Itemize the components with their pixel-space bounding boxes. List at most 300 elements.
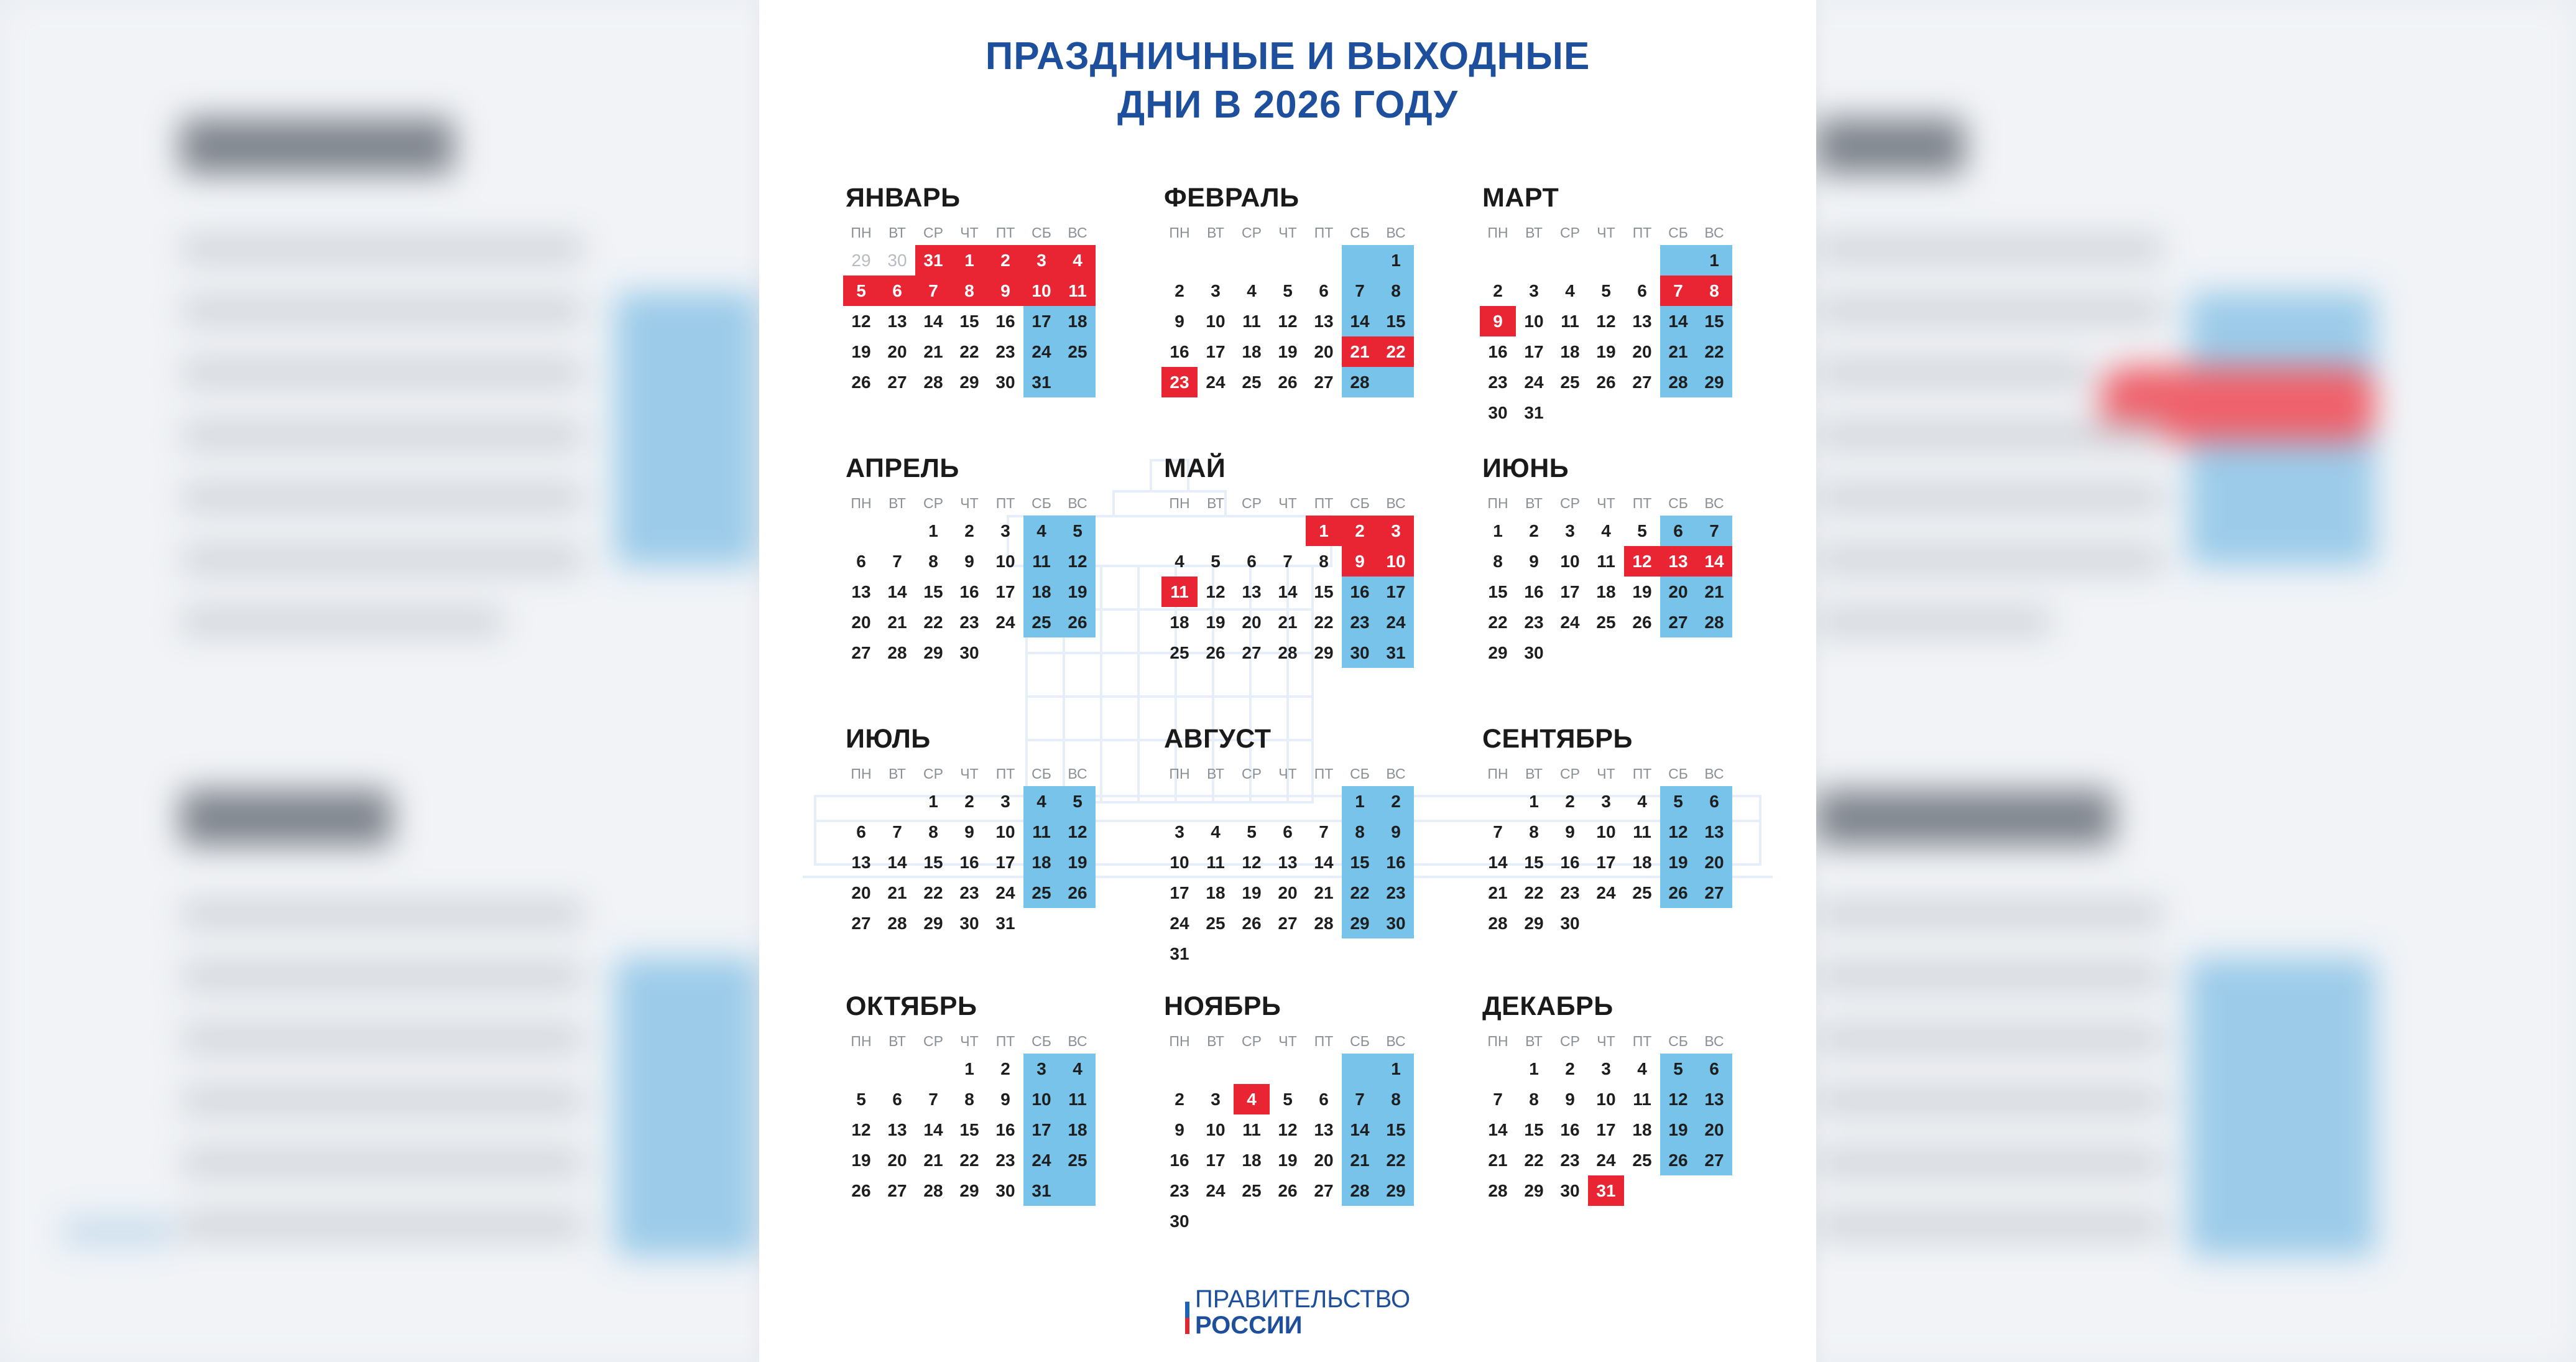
weekend-day: 28 bbox=[1342, 367, 1378, 397]
day: 26 bbox=[1242, 914, 1262, 933]
weekday-label: ЧТ bbox=[960, 1033, 979, 1049]
empty-cell bbox=[1552, 637, 1588, 668]
day: 2 bbox=[1175, 1090, 1184, 1109]
day: 21 bbox=[923, 1151, 943, 1170]
empty-cell bbox=[1270, 1054, 1306, 1084]
day: 18 bbox=[1632, 1120, 1652, 1139]
weekday-label: СБ bbox=[1032, 1033, 1051, 1049]
weekday-label: ВС bbox=[1704, 1033, 1724, 1049]
empty-cell bbox=[1059, 367, 1096, 397]
weekend-day: 5 bbox=[1059, 786, 1096, 817]
day: 16 bbox=[1524, 582, 1544, 601]
weekday-label: СР bbox=[923, 225, 943, 241]
day: 18 bbox=[1596, 582, 1616, 601]
weekday-label: ПТ bbox=[1314, 766, 1334, 782]
day: 20 bbox=[887, 1151, 907, 1170]
weekday-label: ПТ bbox=[1314, 225, 1334, 241]
day: 29 bbox=[1524, 914, 1544, 933]
empty-cell bbox=[1378, 938, 1414, 969]
weekday-label: СБ bbox=[1668, 495, 1688, 511]
day: 30 bbox=[1560, 1181, 1580, 1200]
day: 1 bbox=[1529, 1059, 1539, 1078]
weekend-day: 19 bbox=[1660, 1114, 1696, 1145]
empty-cell bbox=[1306, 1206, 1342, 1236]
weekday-label: ПН bbox=[851, 1033, 872, 1049]
day: 25 bbox=[1596, 613, 1616, 632]
month-calendar bbox=[1480, 451, 1763, 668]
empty-cell bbox=[1660, 1175, 1696, 1206]
day: 14 bbox=[1488, 853, 1508, 872]
day: 16 bbox=[1170, 1151, 1189, 1170]
empty-cell bbox=[1696, 397, 1732, 428]
empty-cell bbox=[843, 786, 879, 817]
day: 24 bbox=[1524, 373, 1544, 392]
day: 29 bbox=[959, 373, 979, 392]
empty-cell bbox=[1161, 245, 1198, 276]
day: 30 bbox=[959, 643, 979, 662]
day: 21 bbox=[1488, 1151, 1508, 1170]
weekend-day: 12 bbox=[1660, 817, 1696, 847]
empty-cell bbox=[1624, 245, 1660, 276]
weekend-day: 26 bbox=[1660, 878, 1696, 908]
day: 9 bbox=[964, 822, 974, 841]
empty-cell bbox=[1342, 1206, 1378, 1236]
day: 18 bbox=[1632, 853, 1652, 872]
day: 16 bbox=[1488, 342, 1508, 361]
day: 4 bbox=[1565, 281, 1575, 300]
day: 9 bbox=[1565, 822, 1575, 841]
weekday-label: СБ bbox=[1668, 1033, 1688, 1049]
day: 10 bbox=[1206, 312, 1226, 331]
weekend-day: 18 bbox=[1023, 577, 1059, 607]
empty-cell bbox=[1234, 938, 1270, 969]
weekend-day: 4 bbox=[1023, 786, 1059, 817]
day: 19 bbox=[1242, 883, 1262, 902]
holiday-day: 13 bbox=[1660, 546, 1696, 577]
day: 15 bbox=[1524, 1120, 1544, 1139]
weekend-day: 24 bbox=[1378, 607, 1414, 637]
day: 18 bbox=[1206, 883, 1226, 902]
empty-cell bbox=[1234, 786, 1270, 817]
day: 24 bbox=[1596, 1151, 1616, 1170]
empty-cell bbox=[1270, 1206, 1306, 1236]
day: 7 bbox=[1493, 1090, 1503, 1109]
day: 21 bbox=[1314, 883, 1334, 902]
day: 26 bbox=[1278, 1181, 1298, 1200]
day: 25 bbox=[1242, 1181, 1262, 1200]
day: 29 bbox=[1314, 643, 1334, 662]
month-name: ИЮНЬ bbox=[1482, 453, 1569, 483]
day: 25 bbox=[1632, 1151, 1652, 1170]
day: 2 bbox=[1493, 281, 1503, 300]
day: 12 bbox=[1278, 1120, 1298, 1139]
weekend-day: 12 bbox=[1660, 1084, 1696, 1114]
day: 20 bbox=[1242, 613, 1262, 632]
day: 7 bbox=[892, 822, 902, 841]
day: 7 bbox=[1319, 822, 1329, 841]
day: 15 bbox=[959, 1120, 979, 1139]
day: 23 bbox=[959, 613, 979, 632]
day-grid bbox=[843, 220, 1126, 397]
day: 30 bbox=[1560, 914, 1580, 933]
weekend-day: 28 bbox=[1342, 1175, 1378, 1206]
day: 13 bbox=[851, 582, 871, 601]
day: 17 bbox=[1206, 1151, 1226, 1170]
day: 13 bbox=[887, 1120, 907, 1139]
day: 21 bbox=[1488, 883, 1508, 902]
empty-cell bbox=[1306, 938, 1342, 969]
day: 8 bbox=[928, 552, 938, 571]
day: 4 bbox=[1247, 281, 1257, 300]
day: 14 bbox=[1488, 1120, 1508, 1139]
holiday-day: 10 bbox=[1023, 276, 1059, 306]
day: 4 bbox=[1601, 521, 1611, 540]
weekday-label: ПТ bbox=[1632, 495, 1652, 511]
empty-cell bbox=[915, 1054, 951, 1084]
day: 7 bbox=[892, 552, 902, 571]
weekday-label: ПН bbox=[1487, 766, 1508, 782]
weekend-day: 19 bbox=[1660, 847, 1696, 878]
prev-month-day: 29 bbox=[851, 251, 871, 270]
flag-bar-icon bbox=[1185, 1302, 1189, 1334]
weekday-label: ПН bbox=[1487, 225, 1508, 241]
empty-cell bbox=[1198, 786, 1234, 817]
empty-cell bbox=[1234, 245, 1270, 276]
day: 28 bbox=[1314, 914, 1334, 933]
empty-cell bbox=[1234, 516, 1270, 546]
holiday-day: 14 bbox=[1696, 546, 1732, 577]
empty-cell bbox=[1588, 637, 1624, 668]
day: 1 bbox=[928, 521, 938, 540]
empty-cell bbox=[987, 637, 1023, 668]
day: 15 bbox=[1524, 853, 1544, 872]
day: 12 bbox=[1206, 582, 1226, 601]
day: 7 bbox=[928, 1090, 938, 1109]
day: 8 bbox=[964, 1090, 974, 1109]
empty-cell bbox=[1696, 637, 1732, 668]
empty-cell bbox=[879, 516, 915, 546]
weekend-day: 27 bbox=[1660, 607, 1696, 637]
month-calendar bbox=[1161, 451, 1444, 668]
weekday-label: ЧТ bbox=[1597, 1033, 1615, 1049]
weekend-day: 22 bbox=[1378, 1145, 1414, 1175]
empty-cell bbox=[1552, 397, 1588, 428]
empty-cell bbox=[1624, 1175, 1660, 1206]
weekday-label: СР bbox=[1242, 766, 1262, 782]
weekday-label: ВТ bbox=[889, 495, 906, 511]
empty-cell bbox=[1234, 1054, 1270, 1084]
day: 25 bbox=[1560, 373, 1580, 392]
day: 3 bbox=[1000, 521, 1010, 540]
day: 22 bbox=[959, 1151, 979, 1170]
weekend-day: 25 bbox=[1059, 336, 1096, 367]
day: 30 bbox=[995, 373, 1015, 392]
day: 15 bbox=[959, 312, 979, 331]
month-calendar bbox=[1161, 989, 1444, 1236]
day: 17 bbox=[1524, 342, 1544, 361]
day: 17 bbox=[1596, 1120, 1616, 1139]
month-calendar bbox=[1480, 989, 1763, 1206]
weekday-label: СБ bbox=[1668, 225, 1688, 241]
weekend-day: 1 bbox=[1378, 245, 1414, 276]
weekday-label: ВТ bbox=[889, 225, 906, 241]
day: 10 bbox=[995, 822, 1015, 841]
day: 20 bbox=[1632, 342, 1652, 361]
day: 5 bbox=[1283, 1090, 1293, 1109]
weekend-day: 28 bbox=[1696, 607, 1732, 637]
day: 11 bbox=[1597, 552, 1615, 571]
day: 14 bbox=[1278, 582, 1298, 601]
day: 3 bbox=[1601, 1059, 1611, 1078]
weekday-label: ВТ bbox=[1207, 495, 1224, 511]
day: 23 bbox=[1560, 1151, 1580, 1170]
weekend-day: 15 bbox=[1378, 1114, 1414, 1145]
day: 12 bbox=[1278, 312, 1298, 331]
weekend-day: 11 bbox=[1023, 546, 1059, 577]
weekday-label: СБ bbox=[1668, 766, 1688, 782]
weekend-day: 26 bbox=[1059, 878, 1096, 908]
empty-cell bbox=[1552, 245, 1588, 276]
weekday-label: ЧТ bbox=[1278, 766, 1297, 782]
logo-line-1: ПРАВИТЕЛЬСТВО bbox=[1195, 1286, 1411, 1313]
weekday-label: ПТ bbox=[1314, 1033, 1334, 1049]
day: 10 bbox=[1170, 853, 1189, 872]
weekend-day: 23 bbox=[1342, 607, 1378, 637]
day: 1 bbox=[1529, 792, 1539, 811]
day: 18 bbox=[1242, 342, 1262, 361]
weekday-label: СР bbox=[923, 1033, 943, 1049]
day: 23 bbox=[1488, 373, 1508, 392]
holiday-day: 1 bbox=[1306, 516, 1342, 546]
day: 21 bbox=[923, 342, 943, 361]
day: 30 bbox=[995, 1181, 1015, 1200]
empty-cell bbox=[1161, 1054, 1198, 1084]
weekday-label: ПН bbox=[1487, 1033, 1508, 1049]
day: 11 bbox=[1633, 822, 1651, 841]
day: 3 bbox=[1000, 792, 1010, 811]
day-grid bbox=[1480, 761, 1763, 938]
weekend-day: 21 bbox=[1696, 577, 1732, 607]
empty-cell bbox=[1198, 1054, 1234, 1084]
day: 16 bbox=[995, 312, 1015, 331]
weekday-label: ПН bbox=[1169, 225, 1190, 241]
holiday-day: 8 bbox=[951, 276, 987, 306]
holiday-day: 21 bbox=[1342, 336, 1378, 367]
day: 21 bbox=[1278, 613, 1298, 632]
weekend-day: 4 bbox=[1023, 516, 1059, 546]
day: 17 bbox=[1206, 342, 1226, 361]
weekend-day: 3 bbox=[1023, 1054, 1059, 1084]
empty-cell bbox=[1480, 245, 1516, 276]
day: 8 bbox=[928, 822, 938, 841]
day: 18 bbox=[1242, 1151, 1262, 1170]
weekend-day: 17 bbox=[1023, 1114, 1059, 1145]
weekend-day: 21 bbox=[1660, 336, 1696, 367]
day: 6 bbox=[1637, 281, 1647, 300]
day: 17 bbox=[1560, 582, 1580, 601]
day: 6 bbox=[892, 1090, 902, 1109]
day: 13 bbox=[1242, 582, 1262, 601]
day: 27 bbox=[1632, 373, 1652, 392]
empty-cell bbox=[1270, 938, 1306, 969]
day: 10 bbox=[1560, 552, 1580, 571]
day: 11 bbox=[1561, 312, 1579, 331]
weekend-day: 18 bbox=[1023, 847, 1059, 878]
day: 15 bbox=[1314, 582, 1334, 601]
page-title bbox=[759, 32, 1816, 129]
day-grid bbox=[1161, 491, 1444, 668]
day: 19 bbox=[851, 1151, 871, 1170]
day: 3 bbox=[1529, 281, 1539, 300]
month-calendar bbox=[1161, 721, 1444, 969]
day: 1 bbox=[1493, 521, 1503, 540]
weekend-day: 1 bbox=[1342, 786, 1378, 817]
weekday-label: СР bbox=[1560, 495, 1580, 511]
empty-cell bbox=[1059, 637, 1096, 668]
day: 22 bbox=[1524, 1151, 1544, 1170]
day: 4 bbox=[1211, 822, 1221, 841]
holiday-day: 1 bbox=[951, 245, 987, 276]
day: 16 bbox=[995, 1120, 1015, 1139]
empty-cell bbox=[1696, 1175, 1732, 1206]
empty-cell bbox=[843, 516, 879, 546]
logo-line-2: РОССИИ bbox=[1195, 1312, 1303, 1339]
day: 6 bbox=[1283, 822, 1293, 841]
empty-cell bbox=[1480, 1054, 1516, 1084]
title-line-2: ДНИ В 2026 ГОДУ bbox=[1117, 83, 1459, 126]
empty-cell bbox=[1660, 245, 1696, 276]
month-name: ОКТЯБРЬ bbox=[846, 991, 977, 1021]
empty-cell bbox=[879, 1054, 915, 1084]
empty-cell bbox=[1198, 1206, 1234, 1236]
month-name: НОЯБРЬ bbox=[1164, 991, 1281, 1021]
empty-cell bbox=[1270, 245, 1306, 276]
empty-cell bbox=[1161, 516, 1198, 546]
day: 16 bbox=[1560, 1120, 1580, 1139]
day: 27 bbox=[887, 373, 907, 392]
day: 10 bbox=[995, 552, 1015, 571]
day: 26 bbox=[1596, 373, 1616, 392]
day: 30 bbox=[1524, 643, 1544, 662]
weekend-day: 14 bbox=[1660, 306, 1696, 336]
day: 12 bbox=[851, 1120, 871, 1139]
day: 27 bbox=[887, 1181, 907, 1200]
weekend-day: 7 bbox=[1696, 516, 1732, 546]
weekday-label: СР bbox=[1242, 495, 1262, 511]
weekday-label: СР bbox=[923, 495, 943, 511]
day: 22 bbox=[1314, 613, 1334, 632]
weekday-label: СБ bbox=[1032, 225, 1051, 241]
day: 15 bbox=[1488, 582, 1508, 601]
weekday-label: ВС bbox=[1068, 225, 1087, 241]
day: 14 bbox=[923, 1120, 943, 1139]
day: 6 bbox=[856, 552, 866, 571]
weekday-label: ВС bbox=[1704, 495, 1724, 511]
day: 5 bbox=[1601, 281, 1611, 300]
weekend-day: 9 bbox=[1378, 817, 1414, 847]
day: 21 bbox=[887, 613, 907, 632]
weekday-label: ПТ bbox=[1632, 766, 1652, 782]
day: 31 bbox=[1524, 403, 1544, 422]
day: 19 bbox=[1632, 582, 1652, 601]
weekday-label: ЧТ bbox=[1278, 225, 1297, 241]
day: 22 bbox=[1524, 883, 1544, 902]
holiday-day: 12 bbox=[1624, 546, 1660, 577]
day: 10 bbox=[1524, 312, 1544, 331]
weekend-day: 27 bbox=[1696, 878, 1732, 908]
weekday-label: ВТ bbox=[1525, 1033, 1543, 1049]
day: 23 bbox=[1560, 883, 1580, 902]
day: 26 bbox=[1278, 373, 1298, 392]
day: 3 bbox=[1175, 822, 1184, 841]
calendar-sheet bbox=[759, 0, 1816, 1362]
weekday-label: ПН bbox=[1169, 1033, 1190, 1049]
day: 2 bbox=[1565, 792, 1575, 811]
weekday-label: ВТ bbox=[889, 1033, 906, 1049]
holiday-day: 9 bbox=[1342, 546, 1378, 577]
holiday-day: 9 bbox=[1480, 306, 1516, 336]
weekend-day: 13 bbox=[1696, 817, 1732, 847]
holiday-day: 3 bbox=[1023, 245, 1059, 276]
weekend-day: 17 bbox=[1378, 577, 1414, 607]
day: 22 bbox=[1488, 613, 1508, 632]
day-grid bbox=[843, 1029, 1126, 1206]
day: 26 bbox=[1632, 613, 1652, 632]
day: 9 bbox=[1000, 1090, 1010, 1109]
weekday-label: ВТ bbox=[1207, 1033, 1224, 1049]
day: 24 bbox=[1206, 1181, 1226, 1200]
empty-cell bbox=[1660, 637, 1696, 668]
weekday-label: СР bbox=[923, 766, 943, 782]
day: 28 bbox=[1488, 914, 1508, 933]
day: 6 bbox=[1247, 552, 1257, 571]
empty-cell bbox=[1306, 245, 1342, 276]
day: 25 bbox=[1632, 883, 1652, 902]
day: 17 bbox=[1170, 883, 1189, 902]
empty-cell bbox=[1198, 245, 1234, 276]
day: 14 bbox=[887, 582, 907, 601]
day: 31 bbox=[1170, 944, 1189, 963]
month-calendar bbox=[1480, 721, 1763, 938]
weekend-day: 16 bbox=[1378, 847, 1414, 878]
day: 28 bbox=[1488, 1181, 1508, 1200]
month-calendar bbox=[843, 721, 1126, 938]
day: 24 bbox=[995, 883, 1015, 902]
weekend-day: 25 bbox=[1059, 1145, 1096, 1175]
day: 14 bbox=[923, 312, 943, 331]
day-grid bbox=[1480, 1029, 1763, 1206]
day: 4 bbox=[1175, 552, 1184, 571]
day: 6 bbox=[1319, 1090, 1329, 1109]
holiday-day: 7 bbox=[1660, 276, 1696, 306]
day: 12 bbox=[1242, 853, 1262, 872]
day: 11 bbox=[1206, 853, 1225, 872]
empty-cell bbox=[879, 786, 915, 817]
weekday-label: ПН bbox=[851, 766, 872, 782]
weekend-day: 22 bbox=[1342, 878, 1378, 908]
day: 24 bbox=[1206, 373, 1226, 392]
day: 19 bbox=[851, 342, 871, 361]
weekend-day: 25 bbox=[1023, 878, 1059, 908]
day: 28 bbox=[887, 643, 907, 662]
day: 26 bbox=[851, 373, 871, 392]
weekday-label: СР bbox=[1560, 1033, 1580, 1049]
month-name: АВГУСТ bbox=[1164, 724, 1272, 754]
day: 13 bbox=[1632, 312, 1652, 331]
weekend-day: 16 bbox=[1342, 577, 1378, 607]
weekend-day: 31 bbox=[1023, 1175, 1059, 1206]
empty-cell bbox=[1516, 245, 1552, 276]
